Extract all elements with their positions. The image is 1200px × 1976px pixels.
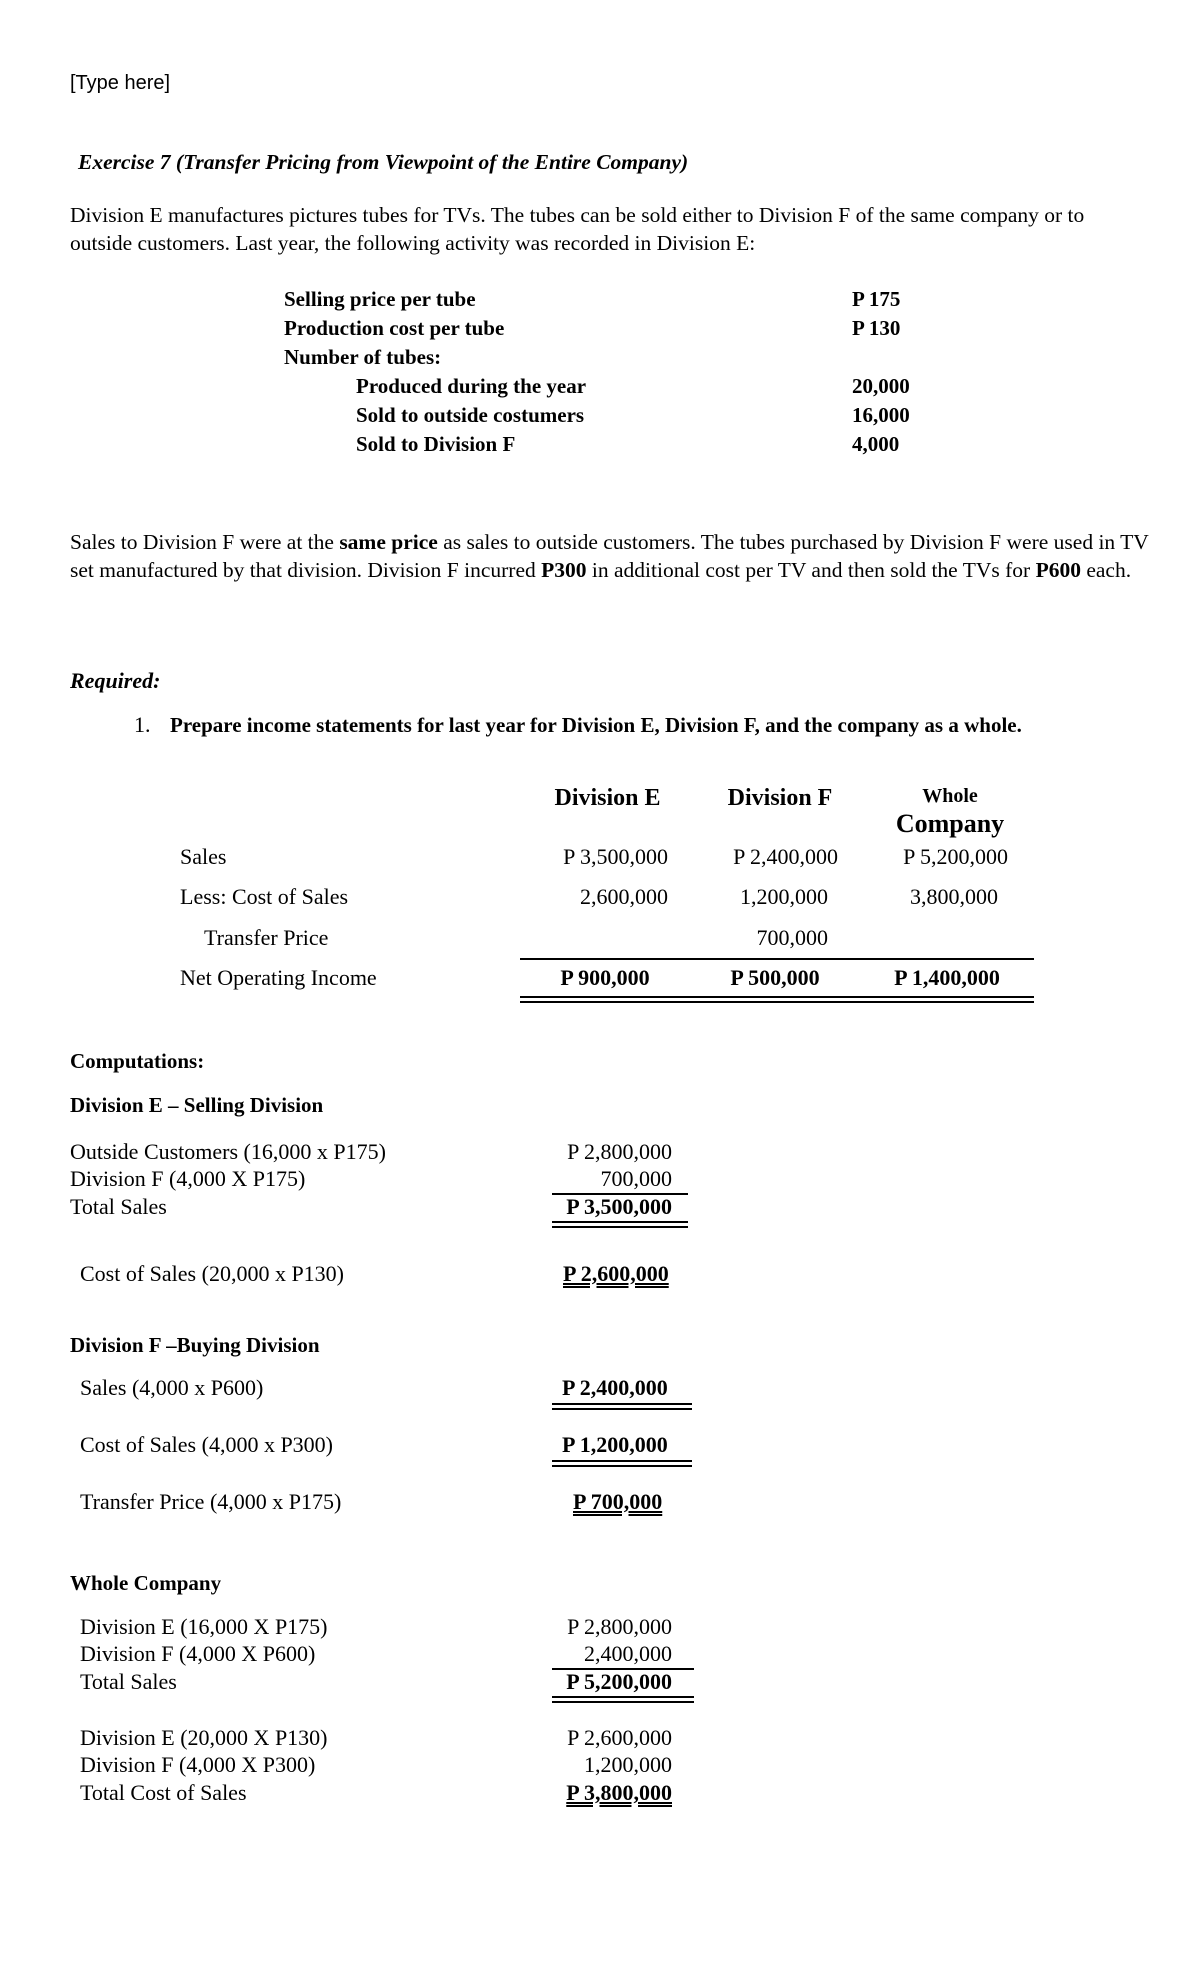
required-item-number: 1. xyxy=(134,712,151,737)
sold-f-value: 4,000 xyxy=(852,432,900,456)
required-item-text: Prepare income statements for last year for Division E, Division F, and the company as a whole. xyxy=(170,713,1022,737)
col-division-f: Division F xyxy=(727,785,833,811)
row-noi-w: P 1,400,000 xyxy=(894,965,1000,990)
row-noi-e: P 900,000 xyxy=(560,965,650,990)
div-f-transfer-label: Transfer Price (4,000 x P175) xyxy=(80,1489,342,1514)
whole-e-cost-value: P 2,600,000 xyxy=(567,1725,672,1750)
para2-part5: in additional cost per TV and then sold the TVs for xyxy=(586,558,1036,582)
whole-heading: Whole Company xyxy=(70,1571,222,1595)
noi-double-rule xyxy=(520,996,1034,1003)
sold-outside-label: Sold to outside costumers xyxy=(356,403,585,427)
row-cost-label: Less: Cost of Sales xyxy=(180,884,349,909)
div-f-transfer-value: P 700,000 xyxy=(573,1489,663,1514)
paragraph-two xyxy=(70,528,1150,584)
div-e-heading: Division E – Selling Division xyxy=(70,1093,324,1117)
col-whole-line1: Whole xyxy=(922,785,978,807)
row-noi-label: Net Operating Income xyxy=(180,965,377,990)
selling-price-value: P 175 xyxy=(852,287,901,311)
sold-outside-value: 16,000 xyxy=(852,403,910,427)
row-transfer-f: 700,000 xyxy=(756,925,828,950)
col-whole-line2: Company xyxy=(895,809,1005,838)
div-e-cost-label: Cost of Sales (20,000 x P130) xyxy=(80,1261,344,1286)
row-transfer-label: Transfer Price xyxy=(204,925,329,950)
intro-paragraph: Division E manufactures pictures tubes for TVs. The tubes can be sold either to Division F of the same company or to outside customers. Last year, the following activity was recorded in Division E: xyxy=(70,203,1085,255)
div-e-divf-label: Division F (4,000 X P175) xyxy=(70,1166,306,1191)
row-cost-w: 3,800,000 xyxy=(910,884,998,909)
exercise-title: Exercise 7 (Transfer Pricing from Viewpoint of the Entire Company) xyxy=(78,150,689,174)
div-e-total-label: Total Sales xyxy=(70,1194,167,1219)
div-f-heading: Division F –Buying Division xyxy=(70,1333,320,1357)
row-noi-f: P 500,000 xyxy=(730,965,820,990)
produced-value: 20,000 xyxy=(852,374,910,398)
para2-part3: as sales to outside customers. The tubes purchased by Division F were used in TV set manufactured by that division. Division F incurred xyxy=(70,530,1149,582)
div-f-cost-double-rule xyxy=(552,1460,692,1467)
required-label: Required: xyxy=(70,668,161,693)
whole-total-sales-value: P 5,200,000 xyxy=(566,1669,672,1694)
whole-e-sales-value: P 2,800,000 xyxy=(567,1614,672,1639)
whole-f-cost-value: 1,200,000 xyxy=(584,1752,672,1777)
computations-label: Computations: xyxy=(70,1049,205,1073)
para2-part1: Sales to Division F were at the xyxy=(70,530,340,554)
production-cost-label: Production cost per tube xyxy=(284,316,505,340)
row-sales-w: P 5,200,000 xyxy=(903,844,1008,869)
para2-p300: P300 xyxy=(541,558,587,582)
row-sales-f: P 2,400,000 xyxy=(733,844,838,869)
row-sales-e: P 3,500,000 xyxy=(563,844,668,869)
div-e-divf-value: 700,000 xyxy=(600,1166,672,1191)
para2-same-price: same price xyxy=(339,530,438,554)
div-f-cost-value: P 1,200,000 xyxy=(562,1432,668,1457)
whole-f-sales-label: Division F (4,000 X P600) xyxy=(80,1641,316,1666)
div-f-sales-value: P 2,400,000 xyxy=(562,1375,668,1400)
production-cost-value: P 130 xyxy=(852,316,901,340)
sold-f-label: Sold to Division F xyxy=(356,432,516,456)
whole-e-cost-label: Division E (20,000 X P130) xyxy=(80,1725,328,1750)
div-e-outside-value: P 2,800,000 xyxy=(567,1139,672,1164)
div-e-total-value: P 3,500,000 xyxy=(566,1194,672,1219)
whole-e-sales-label: Division E (16,000 X P175) xyxy=(80,1614,328,1639)
row-cost-e: 2,600,000 xyxy=(580,884,668,909)
row-cost-f: 1,200,000 xyxy=(740,884,828,909)
div-e-total-double-rule xyxy=(552,1221,688,1228)
whole-total-cost-label: Total Cost of Sales xyxy=(80,1780,247,1805)
whole-total-cost-value: P 3,800,000 xyxy=(566,1780,672,1805)
para2-p600: P600 xyxy=(1035,558,1081,582)
selling-price-label: Selling price per tube xyxy=(284,287,476,311)
para2-part7: each. xyxy=(1080,558,1132,582)
number-of-tubes-label: Number of tubes: xyxy=(284,345,442,369)
row-sales-label: Sales xyxy=(180,844,227,869)
div-e-cost-value: P 2,600,000 xyxy=(563,1261,669,1286)
div-f-cost-label: Cost of Sales (4,000 x P300) xyxy=(80,1432,333,1457)
whole-f-cost-label: Division F (4,000 X P300) xyxy=(80,1752,316,1777)
whole-total-sales-label: Total Sales xyxy=(80,1669,177,1694)
div-f-sales-double-rule xyxy=(552,1403,692,1410)
col-division-e: Division E xyxy=(554,785,661,811)
div-e-outside-label: Outside Customers (16,000 x P175) xyxy=(70,1139,386,1164)
produced-label: Produced during the year xyxy=(356,374,587,398)
header-placeholder: [Type here] xyxy=(70,72,171,94)
whole-total-sales-double-rule xyxy=(552,1696,694,1703)
noi-top-rule xyxy=(520,958,1034,960)
div-f-sales-label: Sales (4,000 x P600) xyxy=(80,1375,264,1400)
whole-f-sales-value: 2,400,000 xyxy=(584,1641,672,1666)
